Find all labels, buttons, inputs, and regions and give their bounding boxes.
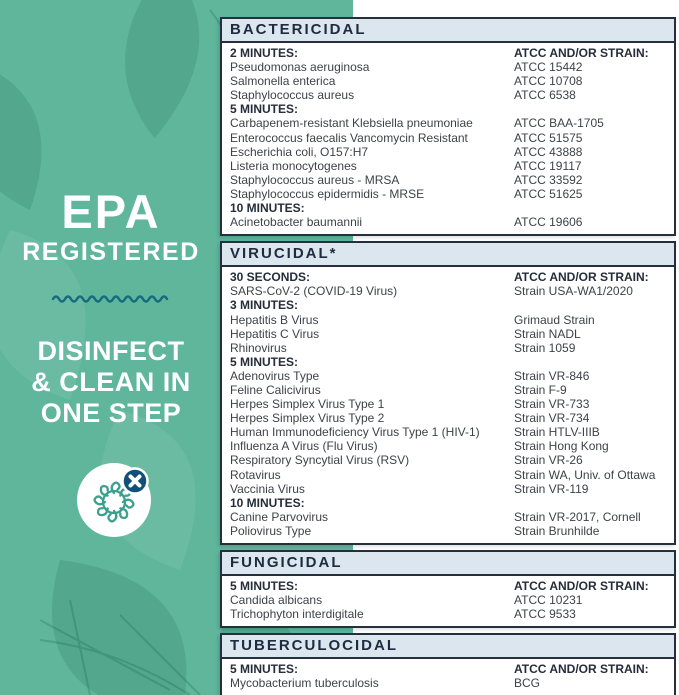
strain-cell: ATCC 15442	[514, 60, 583, 75]
organism-cell: 2 MINUTES:	[230, 46, 299, 60]
strain-cell: ATCC 43888	[514, 144, 583, 159]
section-tuberculocidal	[220, 633, 676, 695]
table-row	[230, 383, 666, 397]
strain-cell: Strain VR-733	[514, 397, 590, 412]
organism-cell: Adenovirus Type	[230, 368, 320, 383]
organism-cell: Staphylococcus aureus - MRSA	[230, 172, 400, 187]
table-row	[230, 298, 666, 312]
organism-cell: Herpes Simplex Virus Type 1	[230, 397, 385, 412]
strain-cell	[514, 102, 666, 116]
table-row	[230, 439, 666, 453]
organism-cell: Vaccinia Virus	[230, 481, 305, 496]
strain-cell: ATCC 10231	[514, 593, 583, 608]
strain-cell: ATCC 19606	[514, 215, 583, 230]
section-fungicidal	[220, 550, 676, 628]
table-row	[230, 327, 666, 341]
organism-cell: 5 MINUTES:	[230, 662, 299, 677]
table-row	[230, 46, 666, 60]
epa-heading: EPA	[61, 185, 161, 238]
organism-cell: Trichophyton interdigitale	[230, 607, 364, 622]
section-rows	[222, 659, 674, 695]
table-row	[230, 131, 666, 145]
strain-cell: Strain HTLV-IIIB	[514, 425, 600, 440]
organism-cell: Hepatitis B Virus	[230, 312, 319, 327]
strain-cell: ATCC 19117	[514, 158, 582, 173]
organism-cell: 5 MINUTES:	[230, 579, 299, 593]
table-row	[230, 411, 666, 425]
strain-cell: ATCC 6538	[514, 88, 576, 103]
strain-cell: Strain WA, Univ. of Ottawa	[514, 467, 656, 482]
table-row	[230, 145, 666, 159]
table-row	[230, 159, 666, 173]
strain-cell: Strain VR-846	[514, 368, 590, 383]
section-header: TUBERCULOCIDAL	[222, 635, 674, 659]
section-rows	[222, 43, 674, 234]
organism-cell: Canine Parvovirus	[230, 509, 329, 524]
strain-cell	[514, 201, 666, 215]
tagline-line-2: & CLEAN IN	[31, 367, 191, 398]
table-row	[230, 116, 666, 130]
strain-cell: Strain VR-734	[514, 411, 590, 426]
organism-cell: Pseudomonas aeruginosa	[230, 60, 370, 75]
strain-cell: Strain 1059	[514, 340, 576, 355]
efficacy-panel	[220, 17, 676, 695]
table-row	[230, 676, 666, 690]
strain-cell: ATCC 51625	[514, 186, 583, 201]
virus-icon	[76, 462, 152, 538]
table-row	[230, 313, 666, 327]
strain-cell	[514, 298, 666, 312]
table-row	[230, 510, 666, 524]
strain-cell: ATCC AND/OR STRAIN:	[514, 579, 649, 593]
organism-cell: 30 SECONDS:	[230, 270, 311, 285]
organism-cell: Listeria monocytogenes	[230, 158, 357, 173]
strain-cell: Strain Brunhilde	[514, 523, 600, 538]
organism-cell: SARS-CoV-2 (COVID-19 Virus)	[230, 284, 398, 299]
organism-cell: Enterococcus faecalis Vancomycin Resistant	[230, 130, 468, 145]
organism-cell: Carbapenem-resistant Klebsiella pneumoniae	[230, 116, 473, 131]
section-virucidal	[220, 241, 676, 545]
strain-cell: Strain VR-26	[514, 453, 583, 468]
table-row	[230, 102, 666, 116]
table-row	[230, 355, 666, 369]
table-row	[230, 369, 666, 383]
tagline-line-1: DISINFECT	[37, 336, 185, 366]
table-row	[230, 468, 666, 482]
organism-cell: Respiratory Syncytial Virus (RSV)	[230, 453, 410, 468]
organism-cell: 5 MINUTES:	[230, 102, 299, 117]
section-rows	[222, 576, 674, 626]
sidebar	[0, 0, 222, 695]
organism-cell: Escherichia coli, O157:H7	[230, 144, 369, 159]
wave-divider-icon	[51, 292, 171, 306]
organism-cell: Candida albicans	[230, 593, 323, 608]
strain-cell: Strain USA-WA1/2020	[514, 284, 633, 299]
organism-cell: 3 MINUTES:	[230, 298, 299, 313]
organism-cell: Feline Calicivirus	[230, 382, 321, 397]
table-row	[230, 453, 666, 467]
table-row	[230, 74, 666, 88]
strain-cell: ATCC 51575	[514, 130, 583, 145]
strain-cell: ATCC AND/OR STRAIN:	[514, 270, 649, 285]
strain-cell: Strain Hong Kong	[514, 439, 609, 454]
table-row	[230, 482, 666, 496]
strain-cell: Strain NADL	[514, 326, 581, 341]
section-header: FUNGICIDAL	[222, 552, 674, 576]
organism-cell: 5 MINUTES:	[230, 354, 299, 369]
table-row	[230, 425, 666, 439]
strain-cell: Grimaud Strain	[514, 312, 595, 327]
table-row	[230, 270, 666, 284]
section-header: BACTERICIDAL	[222, 19, 674, 43]
organism-cell: Hepatitis C Virus	[230, 326, 320, 341]
section-header: VIRUCIDAL*	[222, 243, 674, 267]
table-row	[230, 284, 666, 298]
x-badge-icon	[123, 469, 148, 494]
strain-cell: ATCC BAA-1705	[514, 116, 604, 131]
organism-cell: Mycobacterium tuberculosis	[230, 676, 379, 691]
organism-cell: Staphylococcus aureus	[230, 88, 355, 103]
strain-cell: BCG	[514, 676, 541, 691]
table-row	[230, 341, 666, 355]
table-row	[230, 593, 666, 607]
organism-cell: Staphylococcus epidermidis - MRSE	[230, 186, 425, 201]
organism-cell: Poliovirus Type	[230, 523, 312, 538]
table-row	[230, 215, 666, 229]
table-row	[230, 88, 666, 102]
strain-cell: ATCC 9533	[514, 607, 576, 622]
strain-cell: Strain F-9	[514, 382, 567, 397]
strain-cell	[514, 355, 666, 369]
registered-heading: REGISTERED	[22, 238, 200, 266]
strain-cell: ATCC AND/OR STRAIN:	[514, 46, 649, 60]
strain-cell: ATCC AND/OR STRAIN:	[514, 662, 649, 677]
table-row	[230, 579, 666, 593]
organism-cell: Rhinovirus	[230, 340, 287, 355]
organism-cell: Influenza A Virus (Flu Virus)	[230, 439, 378, 454]
table-row	[230, 173, 666, 187]
strain-cell: ATCC 10708	[514, 74, 583, 89]
organism-cell: Rotavirus	[230, 467, 281, 482]
organism-cell: 10 MINUTES:	[230, 201, 305, 216]
section-bactericidal	[220, 17, 676, 236]
table-row	[230, 201, 666, 215]
strain-cell	[514, 496, 666, 510]
table-row	[230, 662, 666, 676]
organism-cell: Human Immunodeficiency Virus Type 1 (HIV-1)	[230, 425, 480, 440]
table-row	[230, 60, 666, 74]
tagline	[0, 336, 222, 429]
organism-cell: Salmonella enterica	[230, 74, 336, 89]
tagline-line-3: ONE STEP	[40, 398, 182, 429]
strain-cell: Strain VR-2017, Cornell	[514, 509, 641, 524]
table-row	[230, 397, 666, 411]
table-row	[230, 607, 666, 621]
organism-cell: Acinetobacter baumannii	[230, 215, 363, 230]
organism-cell: 10 MINUTES:	[230, 495, 305, 510]
table-row	[230, 524, 666, 538]
strain-cell: ATCC 33592	[514, 172, 583, 187]
section-rows	[222, 267, 674, 543]
kills-virus-badge	[76, 462, 152, 538]
organism-cell: Herpes Simplex Virus Type 2	[230, 411, 385, 426]
table-row	[230, 496, 666, 510]
strain-cell: Strain VR-119	[514, 481, 589, 496]
table-row	[230, 187, 666, 201]
